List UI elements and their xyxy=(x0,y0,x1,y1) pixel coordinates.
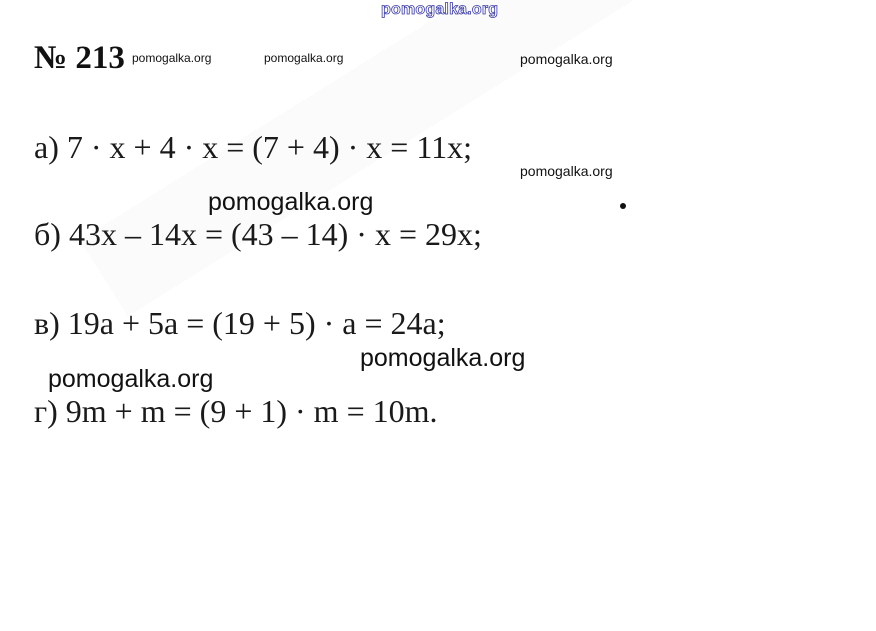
watermark-text: pomogalka.org xyxy=(520,51,613,67)
dot-mark xyxy=(620,203,626,209)
watermark-text: pomogalka.org xyxy=(132,51,212,65)
watermark-text: pomogalka.org xyxy=(208,188,374,216)
equation-d: г) 9m + m = (9 + 1) · m = 10m. xyxy=(34,393,438,429)
problem-number: № 213 xyxy=(34,40,125,76)
equation-c: в) 19a + 5a = (19 + 5) · a = 24a; xyxy=(34,305,446,341)
site-brand-logo: pomogalka.org xyxy=(381,1,499,18)
equation-a: а) 7 · x + 4 · x = (7 + 4) · x = 11x; xyxy=(34,129,473,165)
watermark-text: pomogalka.org xyxy=(48,365,214,393)
watermark-text: pomogalka.org xyxy=(520,163,613,179)
equation-b: б) 43x – 14x = (43 – 14) · x = 29x; xyxy=(34,216,482,252)
watermark-text: pomogalka.org xyxy=(264,51,344,65)
watermark-text: pomogalka.org xyxy=(360,344,526,372)
